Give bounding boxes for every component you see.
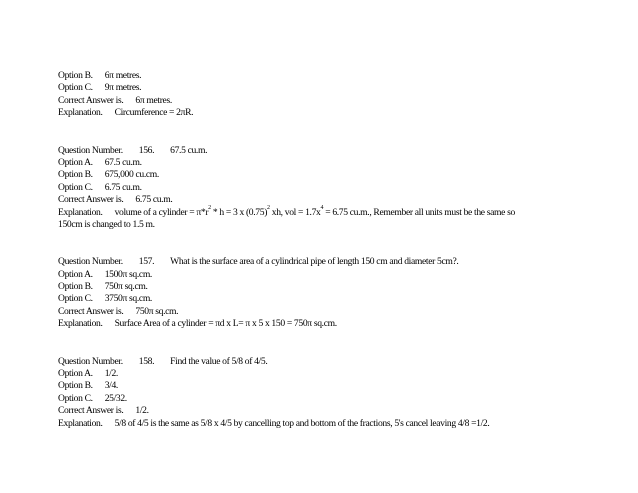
question-row	[58, 356, 618, 368]
explanation-part1: volume of a cylinder = π*r	[114, 206, 209, 218]
correct-answer-label: Correct Answer is.	[58, 94, 124, 106]
option-c-row	[58, 293, 618, 305]
correct-answer-row	[58, 194, 618, 206]
question-number: 156.	[138, 144, 155, 156]
question-block-155	[58, 70, 618, 120]
option-b-label: Option B.	[58, 70, 93, 81]
option-b-value: 675,000 cu.cm.	[104, 169, 159, 181]
option-c-value: 3750π sq.cm.	[104, 293, 152, 305]
option-a-value: 67.5 cu.m.	[104, 156, 142, 168]
explanation-row	[58, 207, 618, 219]
question-row	[58, 145, 618, 157]
correct-answer-label: Correct Answer is.	[58, 405, 124, 417]
explanation-part2: * h = 3 x (0.75)	[210, 206, 268, 218]
option-c-value: 9π metres.	[104, 82, 142, 94]
explanation-sup2: 2	[267, 205, 270, 212]
explanation-row-2	[58, 219, 618, 231]
question-number: 157.	[138, 256, 155, 268]
option-a-label: Option A.	[58, 268, 93, 280]
option-a-label: Option A.	[58, 368, 93, 380]
option-b-label: Option B.	[58, 281, 93, 293]
explanation-sup1: 2	[208, 205, 211, 212]
explanation-value: 5/8 of 4/5 is the same as 5/8 x 4/5 by cancelling top and bottom of the fractions, 5's cancel leaving 4/8 =1/2.	[114, 417, 490, 429]
option-c-label: Option C.	[58, 181, 93, 193]
explanation-line2: 150cm is changed to 1.5 m.	[58, 218, 155, 230]
question-label: Question Number.	[58, 144, 123, 156]
correct-answer-value: 6π metres.	[135, 94, 172, 106]
option-a-row	[58, 368, 618, 380]
question-label: Question Number.	[58, 355, 123, 367]
option-b-value: 750π sq.cm.	[104, 281, 148, 293]
option-c-row	[58, 182, 618, 194]
correct-answer-value: 750π sq.cm.	[135, 305, 179, 317]
option-c-value: 25/32.	[104, 392, 127, 404]
document-page	[58, 70, 618, 430]
question-block-156	[58, 145, 618, 232]
option-b-row	[58, 70, 618, 82]
option-c-row	[58, 82, 618, 94]
explanation-part3: xh, vol = 1.7x	[269, 206, 321, 218]
option-b-row	[58, 380, 618, 392]
option-b-value: 3/4.	[104, 380, 118, 392]
option-c-label: Option C.	[58, 293, 93, 305]
correct-answer-row	[58, 405, 618, 417]
question-row	[58, 256, 618, 268]
option-c-value: 6.75 cu.m.	[104, 181, 142, 193]
explanation-label: Explanation.	[58, 107, 103, 119]
question-label: Question Number.	[58, 256, 123, 268]
option-b-label: Option B.	[58, 380, 93, 392]
explanation-label: Explanation.	[58, 206, 103, 218]
option-b-value: 6π metres.	[104, 70, 142, 81]
option-c-label: Option C.	[58, 82, 93, 94]
option-a-value: 1/2.	[104, 368, 118, 380]
correct-answer-label: Correct Answer is.	[58, 305, 124, 317]
option-b-row	[58, 169, 618, 181]
option-a-row	[58, 269, 618, 281]
explanation-sup3: 4	[320, 205, 324, 212]
question-number: 158.	[138, 355, 155, 367]
question-text: What is the surface area of a cylindrical pipe of length 150 cm and diameter 5cm?.	[170, 256, 459, 268]
option-b-label: Option B.	[58, 169, 93, 181]
correct-answer-value: 6.75 cu.m.	[135, 194, 173, 206]
explanation-label: Explanation.	[58, 318, 103, 330]
explanation-part4: = 6.75 cu.m., Remember all units must be the same so	[323, 206, 515, 218]
explanation-row	[58, 318, 618, 330]
explanation-value: Surface Area of a cylinder = πd x L= π x 5 x 150 = 750π sq.cm.	[114, 318, 337, 330]
question-text: Find the value of 5/8 of 4/5.	[170, 355, 268, 367]
correct-answer-row	[58, 306, 618, 318]
correct-answer-row	[58, 95, 618, 107]
correct-answer-value: 1/2.	[135, 405, 149, 417]
option-a-label: Option A.	[58, 156, 93, 168]
question-block-158	[58, 356, 618, 430]
option-a-value: 1500π sq.cm.	[104, 268, 152, 280]
explanation-label: Explanation.	[58, 417, 103, 429]
question-text: 67.5 cu.m.	[170, 144, 208, 156]
explanation-row	[58, 107, 618, 119]
explanation-row	[58, 418, 618, 430]
correct-answer-label: Correct Answer is.	[58, 194, 124, 206]
option-b-row	[58, 281, 618, 293]
option-a-row	[58, 157, 618, 169]
option-c-label: Option C.	[58, 392, 93, 404]
question-block-157	[58, 256, 618, 330]
option-c-row	[58, 393, 618, 405]
explanation-value: Circumference = 2πR.	[114, 107, 194, 119]
